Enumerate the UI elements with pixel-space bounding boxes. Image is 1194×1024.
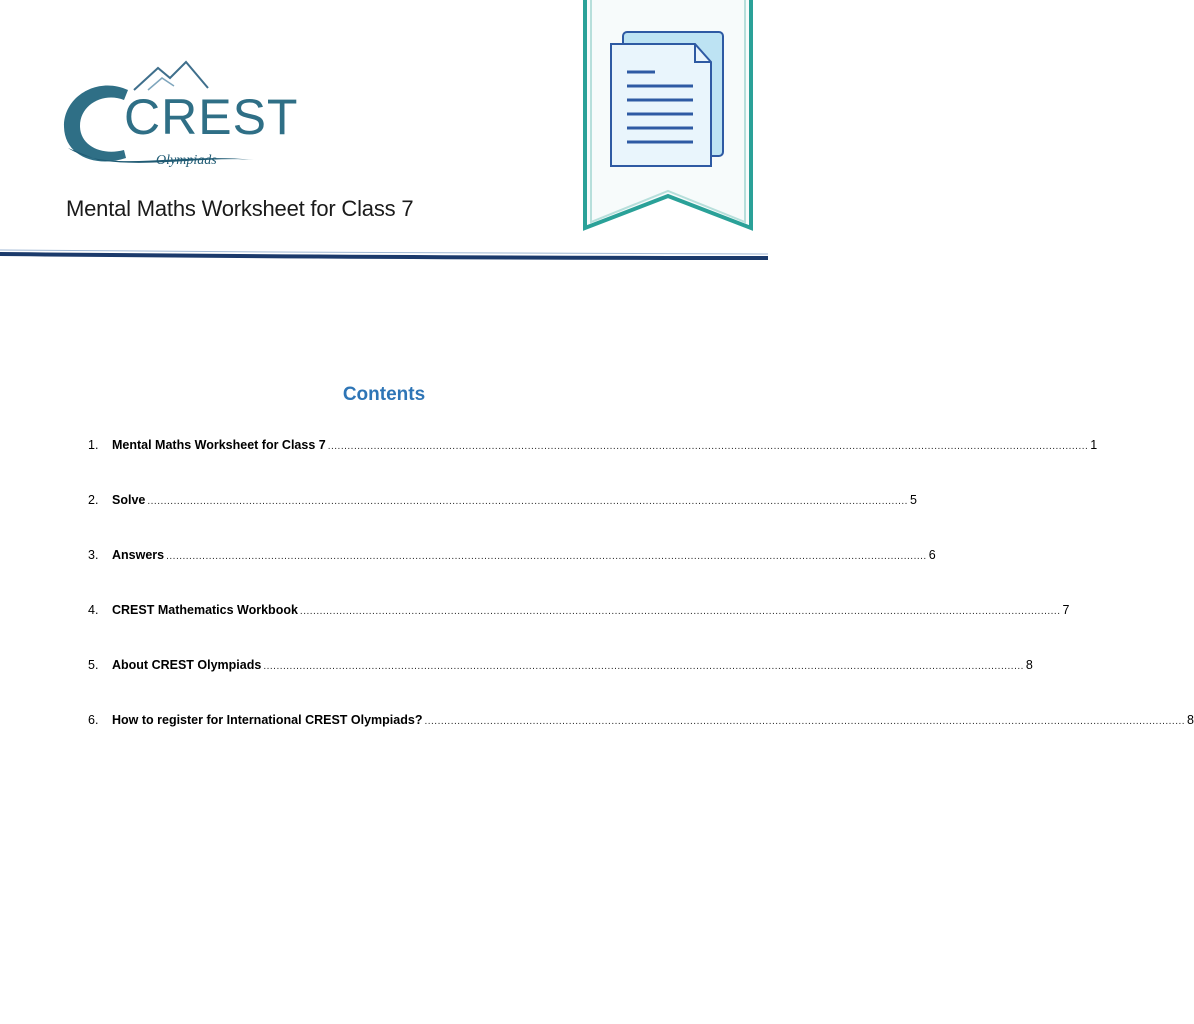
toc-label[interactable]: CREST Mathematics Workbook	[112, 603, 298, 617]
toc-number: 3.	[88, 548, 99, 562]
crest-olympiads-logo	[58, 56, 299, 176]
document-icon	[583, 0, 753, 232]
toc-label[interactable]: Solve	[112, 493, 146, 507]
toc-item[interactable]	[88, 548, 936, 570]
logo-wordmark: CREST	[124, 89, 299, 145]
toc-page-number: 8	[1025, 658, 1033, 672]
toc-item[interactable]	[88, 658, 1033, 680]
toc-dot-leader	[147, 493, 908, 507]
table-of-contents	[88, 438, 1194, 768]
toc-number: 4.	[88, 603, 99, 617]
toc-number: 1.	[88, 438, 99, 452]
toc-item[interactable]	[88, 603, 1070, 625]
header-divider	[0, 248, 768, 266]
toc-dot-leader	[300, 603, 1061, 617]
contents-heading: Contents	[342, 384, 426, 405]
toc-label[interactable]: About CREST Olympiads	[112, 658, 262, 672]
toc-label[interactable]: How to register for International CREST Olympiads?	[112, 713, 423, 727]
toc-page-number: 5	[909, 493, 917, 507]
toc-item[interactable]	[88, 438, 1098, 460]
toc-page-number: 7	[1062, 603, 1070, 617]
toc-item[interactable]	[88, 713, 1194, 735]
toc-dot-leader	[424, 713, 1185, 727]
toc-number: 5.	[88, 658, 99, 672]
toc-page-number: 1	[1090, 438, 1098, 452]
toc-dot-leader	[263, 658, 1024, 672]
toc-label[interactable]: Answers	[112, 548, 165, 562]
toc-item[interactable]	[88, 493, 917, 515]
toc-dot-leader	[328, 438, 1089, 452]
logo-subtext: Olympiads	[156, 153, 217, 168]
toc-dot-leader	[166, 548, 927, 562]
toc-number: 2.	[88, 493, 99, 507]
toc-page-number: 6	[928, 548, 936, 562]
toc-number: 6.	[88, 713, 99, 727]
toc-label[interactable]: Mental Maths Worksheet for Class 7	[112, 438, 326, 452]
page-title: Mental Maths Worksheet for Class 7	[66, 196, 414, 221]
toc-page-number: 8	[1187, 713, 1194, 727]
